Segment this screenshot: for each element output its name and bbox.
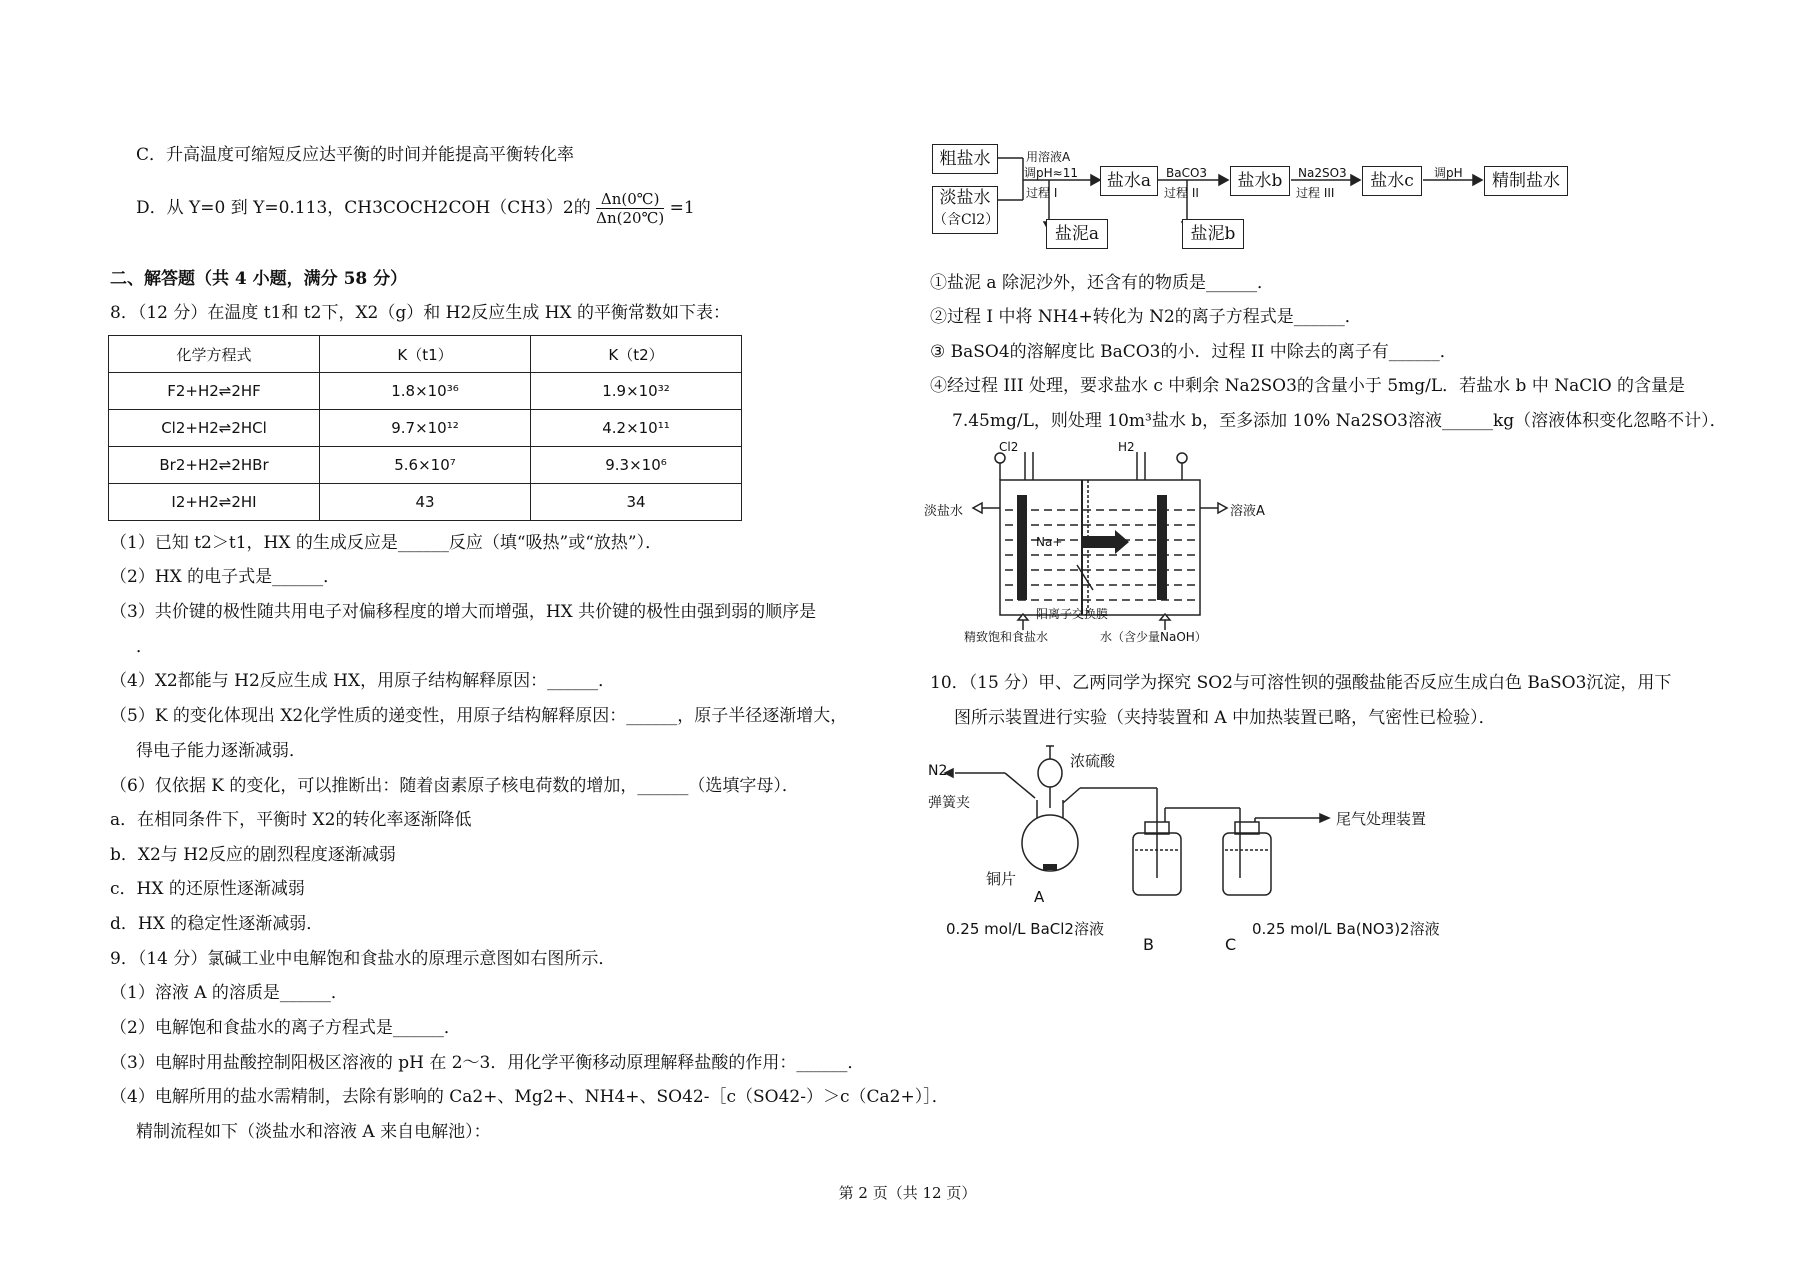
step1-ph: 调pH≈11 [1024, 166, 1078, 180]
q9-part4-cont: 精制流程如下（淡盐水和溶液 A 来自电解池）： [136, 1122, 491, 1142]
bano3-label: 0.25 mol/L Ba(NO3)2溶液 [1252, 920, 1440, 938]
q8-part5: （5）K 的变化体现出 X2化学性质的递变性，用原子结构解释原因：______，原子半径逐渐增大， [110, 706, 848, 726]
tail-gas-label: 尾气处理装置 [1336, 810, 1427, 828]
table-cell: 43 [320, 484, 531, 521]
brine-c-box: 盐水c [1362, 166, 1422, 196]
step1-label: 过程 I [1026, 186, 1058, 200]
fraction-numerator: Δn(0℃) [596, 190, 664, 209]
q10-intro: 10．（15 分）甲、乙两同学为探究 SO2与可溶性钡的强酸盐能否反应生成白色 BaSO3沉淀，用下 [930, 673, 1672, 693]
cl2-label: Cl2 [999, 440, 1019, 454]
table-header: K（t1） [320, 336, 531, 373]
membrane-label: 阳离子交换膜 [1036, 607, 1109, 621]
table-row [109, 447, 742, 484]
bottle-c-label: C [1225, 935, 1237, 954]
conc-sulfuric-acid-label: 浓硫酸 [1070, 752, 1116, 770]
table-cell: 4.2×10¹¹ [531, 410, 742, 447]
option-d-fraction [596, 190, 664, 227]
step2-reagent: BaCO3 [1166, 166, 1208, 180]
step3-label: 过程 III [1296, 186, 1335, 200]
crude-brine-box: 粗盐水 [932, 144, 998, 174]
table-row [109, 373, 742, 410]
q9-sub2: ②过程 I 中将 NH4+转化为 N2的离子方程式是______． [930, 307, 1362, 327]
table-cell: 34 [531, 484, 742, 521]
refined-brine-box: 精制盐水 [1484, 166, 1568, 196]
q8-part3: （3）共价键的极性随共用电子对偏移程度的增大而增强，HX 共价键的极性由强到弱的顺序是 [110, 602, 817, 622]
n2-label: N2 [928, 763, 948, 779]
mud-b-box: 盐泥b [1182, 219, 1244, 249]
q8-choice-d: d．HX 的稳定性逐渐减弱． [110, 914, 324, 934]
dilute-brine-label: 淡盐水 [939, 188, 991, 208]
q8-choice-a: a．在相同条件下，平衡时 X2的转化率逐渐降低 [110, 810, 472, 830]
step4-label: 调pH [1434, 166, 1463, 180]
table-header: 化学方程式 [109, 336, 320, 373]
option-d-suffix: =1 [669, 198, 695, 218]
q8-part2: （2）HX 的电子式是______． [110, 567, 341, 587]
q9-sub1: ①盐泥 a 除泥沙外，还含有的物质是______． [930, 273, 1274, 293]
bacl2-label: 0.25 mol/L BaCl2溶液 [946, 920, 1104, 938]
brine-b-box: 盐水b [1230, 166, 1290, 196]
fraction-denominator: Δn(20℃) [596, 209, 665, 227]
step2-label: 过程 II [1164, 186, 1199, 200]
q9-part3: （3）电解时用盐酸控制阳极区溶液的 pH 在 2～3．用化学平衡移动原理解释盐酸的作用：______． [110, 1053, 865, 1073]
table-cell: I2+H2⇌2HI [109, 484, 320, 521]
step3-reagent: Na2SO3 [1298, 166, 1347, 180]
dilute-brine-box [932, 186, 998, 234]
q8-part1: （1）已知 t2＞t1，HX 的生成反应是______反应（填“吸热”或“放热”）． [110, 533, 663, 553]
q9-part4: （4）电解所用的盐水需精制，去除有影响的 Ca2+、Mg2+、NH4+、SO42-［c（SO42-）＞c（Ca2+）］． [110, 1087, 949, 1107]
q9-part1: （1）溶液 A 的溶质是______． [110, 983, 348, 1003]
table-cell: 1.8×10³⁶ [320, 373, 531, 410]
option-d [136, 190, 695, 227]
equilibrium-table [108, 335, 742, 521]
step1-reagent: 用溶液A [1026, 150, 1071, 164]
brine-a-box: 盐水a [1100, 166, 1158, 196]
table-cell: 9.3×10⁶ [531, 447, 742, 484]
water-in-label: 水（含少量NaOH） [1100, 630, 1207, 644]
q9-sub3: ③ BaSO4的溶解度比 BaCO3的小．过程 II 中除去的离子有______． [930, 342, 1457, 362]
table-row [109, 484, 742, 521]
copper-label: 铜片 [986, 870, 1017, 888]
table-header-row [109, 336, 742, 373]
table-cell: 9.7×10¹² [320, 410, 531, 447]
table-cell: 1.9×10³² [531, 373, 742, 410]
q9-sub4-cont: 7.45mg/L，则处理 10m³盐水 b，至多添加 10% Na2SO3溶液______kg（溶液体积变化忽略不计）． [952, 411, 1727, 431]
q8-part3-end: ． [136, 637, 153, 657]
table-header: K（t2） [531, 336, 742, 373]
clamp-label: 弹簧夹 [928, 795, 970, 811]
q9-part2: （2）电解饱和食盐水的离子方程式是______． [110, 1018, 461, 1038]
table-cell: Cl2+H2⇌2HCl [109, 410, 320, 447]
q8-choice-c: c．HX 的还原性逐渐减弱 [110, 879, 305, 899]
sodium-ion-label: Na+ [1036, 535, 1063, 549]
mud-a-box: 盐泥a [1046, 219, 1108, 249]
flask-a-label: A [1034, 888, 1045, 906]
page-footer: 第 2 页（共 12 页） [838, 1184, 977, 1202]
table-cell: Br2+H2⇌2HBr [109, 447, 320, 484]
q8-part6: （6）仅依据 K 的变化，可以推断出：随着卤素原子核电荷数的增加，______（选填字母）． [110, 776, 799, 796]
q8-part4: （4）X2都能与 H2反应生成 HX，用原子结构解释原因：______． [110, 671, 616, 691]
q8-intro: 8．（12 分）在温度 t1和 t2下，X2（g）和 H2反应生成 HX 的平衡常数如下表： [110, 303, 731, 323]
table-row [109, 410, 742, 447]
table-cell: 5.6×10⁷ [320, 447, 531, 484]
option-d-prefix: D．从 Y=0 到 Y=0.113，CH3COCH2COH（CH3）2的 [136, 198, 591, 218]
dilute-brine-out-label: 淡盐水 [924, 504, 964, 519]
option-c: C．升高温度可缩短反应达平衡的时间并能提高平衡转化率 [136, 145, 575, 165]
q8-part5-cont: 得电子能力逐渐减弱． [136, 741, 306, 761]
q9-intro: 9．（14 分）氯碱工业中电解饱和食盐水的原理示意图如右图所示． [110, 949, 616, 969]
bottle-b-label: B [1143, 935, 1154, 954]
q8-choice-b: b．X2与 H2反应的剧烈程度逐渐减弱 [110, 845, 396, 865]
q10-intro-cont: 图所示装置进行实验（夹持装置和 A 中加热装置已略，气密性已检验）． [954, 708, 1496, 728]
brine-in-label: 精致饱和食盐水 [964, 630, 1049, 644]
section-heading: 二、解答题（共 4 小题，满分 58 分） [110, 269, 408, 289]
table-cell: F2+H2⇌2HF [109, 373, 320, 410]
dilute-brine-cl2: （含Cl2） [933, 212, 1000, 228]
h2-label: H2 [1118, 440, 1135, 454]
solution-a-out-label: 溶液A [1230, 504, 1265, 519]
q9-sub4: ④经过程 III 处理，要求盐水 c 中剩余 Na2SO3的含量小于 5mg/L．若盐水 b 中 NaClO 的含量是 [930, 376, 1686, 396]
